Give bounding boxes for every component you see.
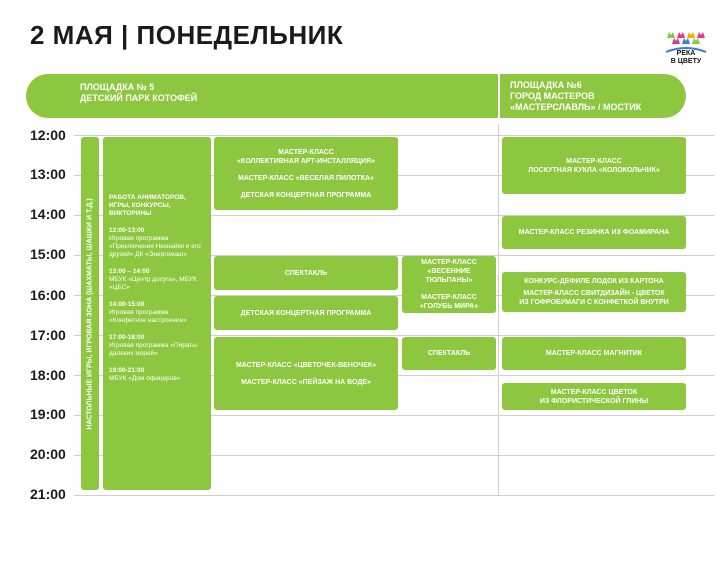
- event-block: МАСТЕР-КЛАСС ЦВЕТОК ИЗ ФЛОРИСТИЧЕСКОЙ ГЛИНЫ: [502, 383, 686, 410]
- time-label: 15:00: [30, 246, 66, 262]
- time-label: 21:00: [30, 486, 66, 502]
- animators-block: РАБОТА АНИМАТОРОВ, ИГРЫ, КОНКУРСЫ, ВИКТОРИНЫ 12:00-13:00 Игровая программа «Приключения Незнайки и его друзей» ДК «Энергомаш» 13:00 – 14:00 МБУК «Центр досуга», МБУК «ЦБС» 14:00-15:00 Игровая программа «Конфетное настроение» 17:00-18:00 Игровая программа «Пираты далеких морей» 19:00-21:00 МБУК «Дом офицеров»: [103, 137, 211, 490]
- animator-event: 19:00-21:00 МБУК «Дом офицеров»: [109, 367, 181, 382]
- event-block: КОНКУРС-ДЕФИЛЕ ЛОДОК ИЗ КАРТОНА МАСТЕР-КЛАСС СВИТДИЗАЙН - ЦВЕТОК ИЗ ГОФРОБУМАГИ С КОНФЕТКОЙ ВНУТРИ: [502, 272, 686, 312]
- grid-line: [74, 135, 714, 136]
- animator-event: 17:00-18:00 Игровая программа «Пираты далеких морей»: [109, 334, 197, 357]
- venue-divider: [498, 124, 499, 496]
- time-label: 16:00: [30, 287, 66, 303]
- time-label: 18:00: [30, 367, 66, 383]
- board-games-bar: НАСТОЛЬНЫЕ ИГРЫ, ИГРОВАЯ ЗОНА (ШАХМАТЫ, ШАШКИ И Т.Д.): [81, 137, 99, 490]
- event-block: СПЕКТАКЛЬ: [214, 256, 398, 290]
- event-block: МАСТЕР-КЛАСС РЕЗИНКА ИЗ ФОАМИРАНА: [502, 216, 686, 249]
- page-title: 2 МАЯ | ПОНЕДЕЛЬНИК: [30, 20, 344, 50]
- time-label: 13:00: [30, 166, 66, 182]
- venue-6-header: ПЛОЩАДКА №6 ГОРОД МАСТЕРОВ «МАСТЕРСЛАВЛЬ» / МОСТИК: [500, 74, 686, 118]
- event-block: СПЕКТАКЛЬ: [402, 337, 496, 370]
- animator-event: 13:00 – 14:00 МБУК «Центр досуга», МБУК «ЦБС»: [109, 268, 197, 291]
- time-label: 17:00: [30, 327, 66, 343]
- event-block: МАСТЕР-КЛАСС МАГНИТИК: [502, 337, 686, 370]
- time-label: 19:00: [30, 406, 66, 422]
- event-block: ДЕТСКАЯ КОНЦЕРТНАЯ ПРОГРАММА: [214, 296, 398, 330]
- venue-5-header: ПЛОЩАДКА № 5 ДЕТСКИЙ ПАРК КОТОФЕЙ: [26, 74, 498, 118]
- time-label: 20:00: [30, 446, 66, 462]
- grid-line: [74, 495, 714, 496]
- time-label: 14:00: [30, 206, 66, 222]
- event-block: МАСТЕР-КЛАСС «ВЕСЕННИЕ ТЮЛЬПАНЫ» МАСТЕР-КЛАСС «ГОЛУБЬ МИРА»: [402, 256, 496, 313]
- event-block: МАСТЕР-КЛАСС «КОЛЛЕКТИВНАЯ АРТ-ИНСТАЛЛЯЦИЯ» МАСТЕР-КЛАСС «ВЕСЕЛАЯ ПИЛОТКА» ДЕТСКАЯ КОНЦЕРТНАЯ ПРОГРАММА: [214, 137, 398, 210]
- time-label: 12:00: [30, 127, 66, 143]
- animator-event: 12:00-13:00 Игровая программа «Приключения Незнайки и его друзей» ДК «Энергомаш»: [109, 227, 201, 258]
- logo-caption: РЕКА В ЦВЕТУ: [670, 50, 702, 65]
- animator-event: 14:00-15:00 Игровая программа «Конфетное настроение»: [109, 301, 187, 324]
- event-block: МАСТЕР-КЛАСС «ЦВЕТОЧЕК-ВЕНОЧЕК» МАСТЕР-КЛАСС «ПЕЙЗАЖ НА ВОДЕ»: [214, 337, 398, 410]
- event-block: МАСТЕР-КЛАСС ЛОСКУТНАЯ КУКЛА «КОЛОКОЛЬЧИК»: [502, 137, 686, 194]
